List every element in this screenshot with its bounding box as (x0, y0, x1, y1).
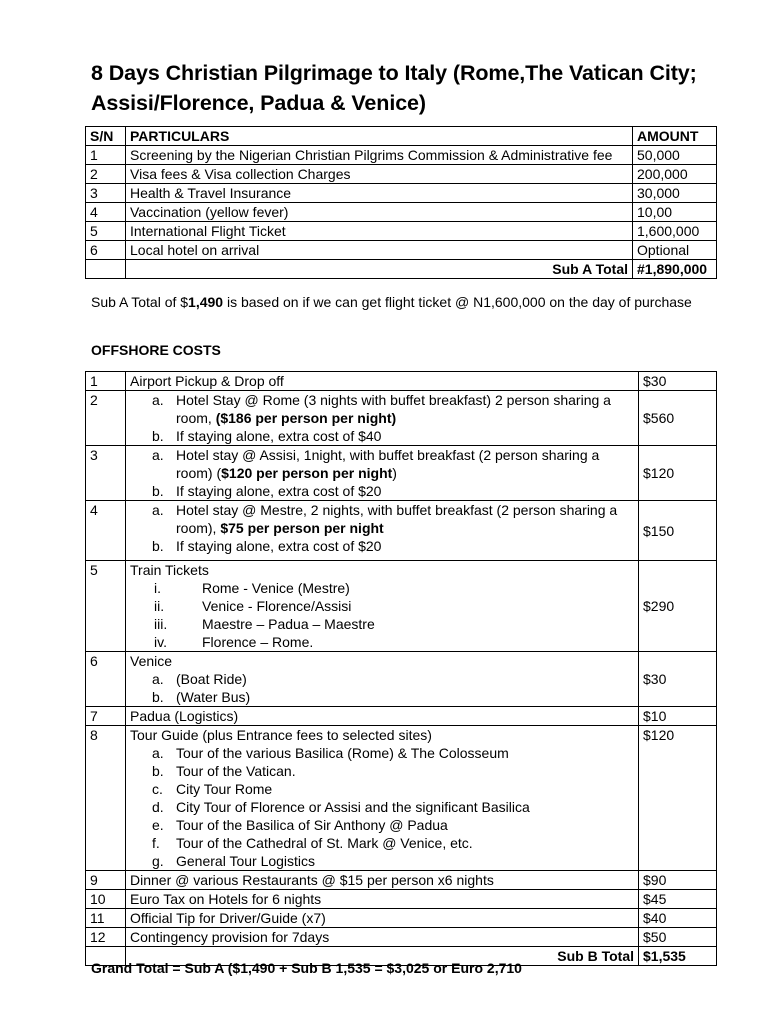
row-particular: Official Tip for Driver/Guide (x7) (126, 909, 639, 928)
grand-total: Grand Total = Sub A ($1,490 + Sub B 1,535 = $3,025 or Euro 2,710 (91, 960, 522, 976)
header-amount: AMOUNT (633, 127, 717, 146)
item-text: Tour of the Basilica of Sir Anthony @ Padua (176, 817, 448, 833)
sub-list (130, 391, 634, 445)
row-sn: 1 (86, 372, 126, 391)
table-row (86, 909, 717, 928)
list-item (152, 688, 634, 706)
row-particular: Vaccination (yellow fever) (126, 203, 633, 222)
list-item (152, 816, 634, 834)
list-marker: g. (152, 853, 164, 869)
note-text: Sub A Total of $ (91, 294, 189, 310)
note-bold-amount: 1,490 (188, 294, 224, 310)
table-row (86, 241, 717, 260)
subtotal-value: #1,890,000 (633, 260, 717, 279)
row-sn: 7 (86, 707, 126, 726)
row-sn: 5 (86, 222, 126, 241)
subtotal-blank (86, 260, 126, 279)
list-item (152, 537, 634, 555)
row-amount: 50,000 (633, 146, 717, 165)
list-marker: iv. (154, 634, 167, 650)
item-text: Hotel stay @ Mestre, 2 nights, with buffet breakfast (2 person sharing a room), (176, 502, 618, 536)
row-sn: 3 (86, 446, 126, 501)
item-heading: Tour Guide (plus Entrance fees to selected sites) (130, 727, 432, 743)
row-particular: Euro Tax on Hotels for 6 nights (126, 890, 639, 909)
item-bold-text: $75 per person per night (220, 520, 384, 536)
row-amount: $150 (639, 501, 717, 561)
list-item (152, 798, 634, 816)
item-heading: Train Tickets (130, 562, 209, 578)
subtotal-label: Sub A Total (126, 260, 633, 279)
item-text: City Tour Rome (176, 781, 273, 797)
list-item (152, 482, 634, 500)
list-item (152, 780, 634, 798)
list-item (152, 501, 634, 537)
row-sn: 1 (86, 146, 126, 165)
table-row (86, 871, 717, 890)
list-marker: iii. (154, 616, 168, 632)
row-particular (126, 501, 639, 561)
item-text: Venice - Florence/Assisi (202, 598, 352, 614)
list-item (152, 762, 634, 780)
table-row (86, 146, 717, 165)
row-particular: Health & Travel Insurance (126, 184, 633, 203)
page-title: 8 Days Christian Pilgrimage to Italy (Rome,The Vatican City; Assisi/Florence, Padua & Venice) (91, 61, 697, 115)
item-text: If staying alone, extra cost of $20 (176, 538, 382, 554)
item-text: Rome - Venice (Mestre) (202, 580, 350, 596)
row-particular: International Flight Ticket (126, 222, 633, 241)
table-row (86, 222, 717, 241)
list-item (154, 597, 634, 615)
row-particular (126, 446, 639, 501)
row-particular (126, 726, 639, 871)
row-sn: 9 (86, 871, 126, 890)
row-particular (126, 652, 639, 707)
item-text: Maestre – Padua – Maestre (202, 616, 375, 632)
table-row (86, 501, 717, 561)
row-sn: 2 (86, 391, 126, 446)
row-particular: Dinner @ various Restaurants @ $15 per person x6 nights (126, 871, 639, 890)
list-marker: a. (152, 745, 164, 761)
sub-list (130, 744, 634, 870)
row-particular (126, 561, 639, 652)
item-text: (Boat Ride) (176, 671, 247, 687)
sub-a-note (91, 293, 711, 312)
note-text: is based on if we can get flight ticket @ N1,600,000 on the day of purchase (223, 294, 692, 310)
table-row (86, 165, 717, 184)
row-sn: 6 (86, 652, 126, 707)
row-particular: Local hotel on arrival (126, 241, 633, 260)
item-heading: Venice (130, 653, 173, 669)
item-text: City Tour of Florence or Assisi and the significant Basilica (176, 799, 530, 815)
list-marker: ii. (154, 598, 165, 614)
list-item (154, 579, 634, 597)
item-text: Hotel stay @ Assisi, 1night, with buffet breakfast (2 person sharing a room) ( (176, 447, 600, 481)
row-sn: 2 (86, 165, 126, 184)
row-sn: 10 (86, 890, 126, 909)
item-text: ) (392, 465, 397, 481)
table-row (86, 203, 717, 222)
header-sn: S/N (86, 127, 126, 146)
subtotal-row (86, 260, 717, 279)
row-amount: 10,00 (633, 203, 717, 222)
item-text: Tour of the Cathedral of St. Mark @ Venice, etc. (176, 835, 473, 851)
row-amount: $90 (639, 871, 717, 890)
item-text: Tour of the various Basilica (Rome) & The Colosseum (176, 745, 509, 761)
subtotal-label: Sub B Total (126, 947, 639, 966)
list-item (152, 391, 634, 427)
row-sn: 4 (86, 501, 126, 561)
item-text: Florence – Rome. (202, 634, 314, 650)
row-sn: 6 (86, 241, 126, 260)
item-text: Tour of the Vatican. (176, 763, 296, 779)
row-amount: $30 (639, 652, 717, 707)
row-amount: Optional (633, 241, 717, 260)
row-amount: $30 (639, 372, 717, 391)
table-row (86, 561, 717, 652)
list-marker: b. (152, 538, 164, 554)
offshore-costs-table (85, 371, 717, 966)
sub-list (130, 579, 634, 651)
item-text: Hotel Stay @ Rome (3 nights with buffet breakfast) 2 person sharing a room, (176, 392, 611, 426)
list-item (154, 633, 634, 651)
table-row (86, 928, 717, 947)
row-amount: $45 (639, 890, 717, 909)
row-sn: 3 (86, 184, 126, 203)
list-item (152, 744, 634, 762)
list-item (154, 615, 634, 633)
row-amount: $120 (639, 446, 717, 501)
list-marker: a. (152, 671, 164, 687)
table-header-row (86, 127, 717, 146)
table-row (86, 184, 717, 203)
list-item (152, 834, 634, 852)
table-row (86, 652, 717, 707)
list-marker: b. (152, 689, 164, 705)
item-text: General Tour Logistics (176, 853, 316, 869)
list-marker: e. (152, 817, 164, 833)
list-marker: d. (152, 799, 164, 815)
list-marker: a. (152, 447, 164, 463)
row-particular: Screening by the Nigerian Christian Pilgrims Commission & Administrative fee (126, 146, 633, 165)
row-amount: $40 (639, 909, 717, 928)
table-row (86, 446, 717, 501)
list-item (152, 446, 634, 482)
row-particular: Airport Pickup & Drop off (126, 372, 639, 391)
list-marker: a. (152, 392, 164, 408)
list-item (152, 852, 634, 870)
row-amount: $10 (639, 707, 717, 726)
item-bold-text: $120 per person per night (221, 465, 393, 481)
row-particular: Contingency provision for 7days (126, 928, 639, 947)
row-amount: 200,000 (633, 165, 717, 184)
list-marker: b. (152, 763, 164, 779)
table-row (86, 890, 717, 909)
row-amount: $120 (639, 726, 717, 871)
offshore-heading: OFFSHORE COSTS (91, 342, 221, 358)
list-item (152, 670, 634, 688)
list-marker: b. (152, 428, 164, 444)
table-row (86, 726, 717, 871)
row-particular: Padua (Logistics) (126, 707, 639, 726)
list-marker: c. (152, 781, 163, 797)
row-amount: 30,000 (633, 184, 717, 203)
sub-list (130, 446, 634, 500)
row-amount: $50 (639, 928, 717, 947)
item-bold-text: ($186 per person per night) (215, 410, 397, 426)
item-text: If staying alone, extra cost of $20 (176, 483, 382, 499)
list-marker: a. (152, 502, 164, 518)
row-sn: 12 (86, 928, 126, 947)
subtotal-value: $1,535 (639, 947, 717, 966)
table-row (86, 372, 717, 391)
row-sn: 8 (86, 726, 126, 871)
table-row (86, 391, 717, 446)
row-sn: 5 (86, 561, 126, 652)
item-text: If staying alone, extra cost of $40 (176, 428, 382, 444)
table-row (86, 707, 717, 726)
list-marker: b. (152, 483, 164, 499)
list-marker: i. (154, 580, 161, 596)
onshore-costs-table (85, 126, 717, 279)
sub-list (130, 670, 634, 706)
row-particular: Visa fees & Visa collection Charges (126, 165, 633, 184)
row-sn: 11 (86, 909, 126, 928)
row-amount: 1,600,000 (633, 222, 717, 241)
row-amount: $290 (639, 561, 717, 652)
row-sn: 4 (86, 203, 126, 222)
row-particular (126, 391, 639, 446)
item-text: (Water Bus) (176, 689, 251, 705)
row-amount: $560 (639, 391, 717, 446)
sub-list (130, 501, 634, 555)
list-marker: f. (152, 835, 160, 851)
header-particulars: PARTICULARS (126, 127, 633, 146)
list-item (152, 427, 634, 445)
